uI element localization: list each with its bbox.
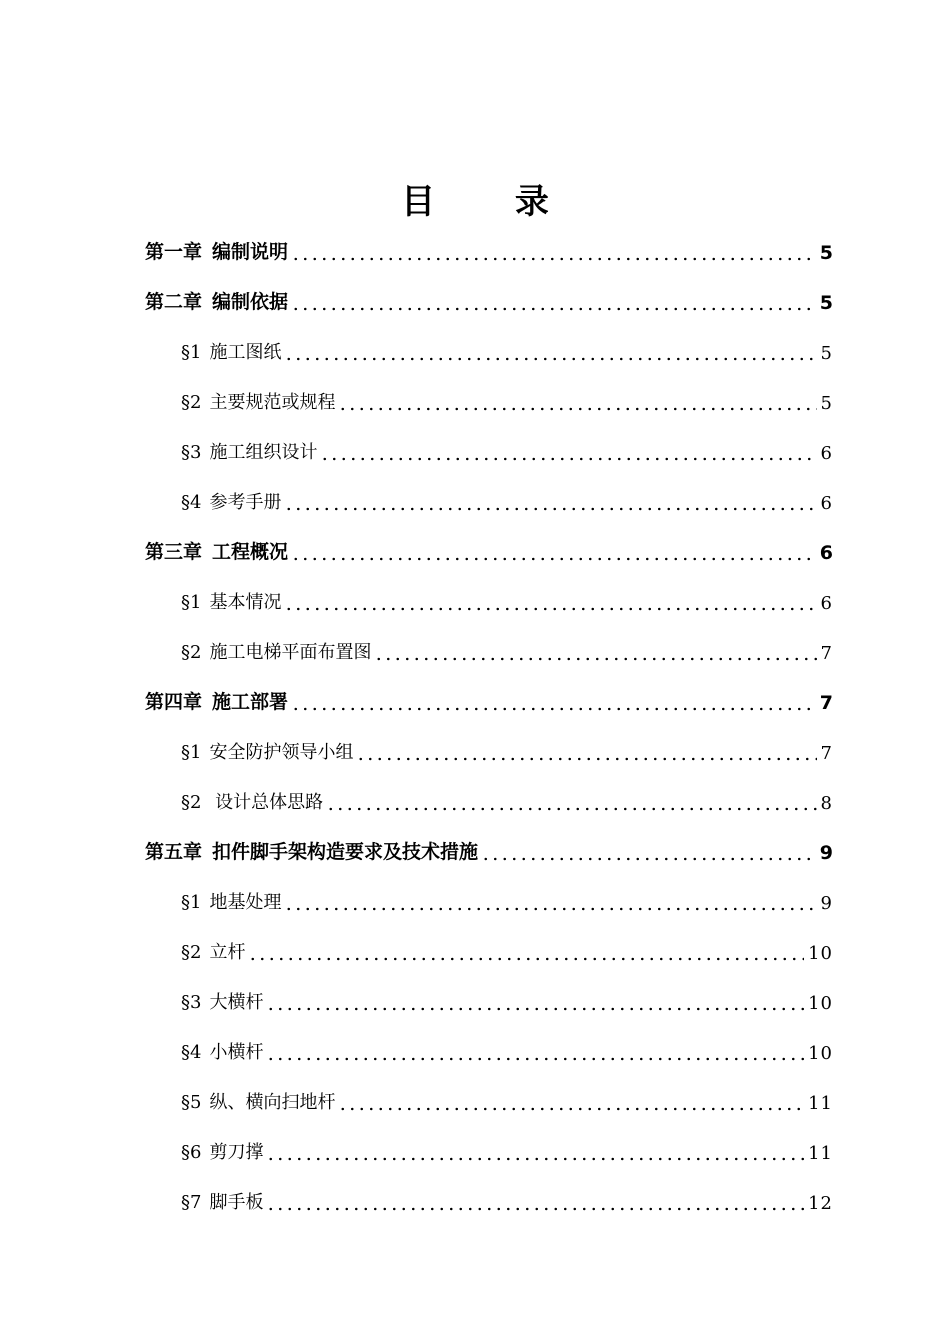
toc-entry-chapter-4[interactable] (145, 680, 833, 720)
toc-entry-label (181, 988, 263, 1020)
toc-entry-section[interactable] (181, 1130, 833, 1170)
toc-entry-text: 剪刀撑 (209, 1142, 264, 1163)
dot-leader (284, 356, 816, 362)
dot-leader (291, 306, 816, 312)
dot-leader (356, 756, 816, 762)
toc-entry-number: §3 (181, 442, 202, 463)
dot-leader (338, 406, 816, 412)
toc-entry-text: 施工部署 (212, 691, 289, 713)
toc-entry-text: 小横杆 (209, 1042, 264, 1063)
page-title: 目 录 (401, 182, 583, 222)
toc-entry-section[interactable] (181, 330, 833, 370)
toc-entry-text: 主要规范或规程 (209, 392, 336, 413)
dot-leader (291, 256, 816, 262)
toc-entry-text: 工程概况 (212, 541, 289, 563)
toc-entry-label (145, 687, 288, 720)
toc-entry-text: 立杆 (209, 942, 246, 963)
toc-entry-text: 施工电梯平面布置图 (209, 642, 372, 663)
dot-leader (291, 556, 816, 562)
toc-entry-label (181, 788, 323, 820)
toc-entry-page: 9 (819, 842, 833, 864)
dot-leader (338, 1106, 804, 1112)
toc-entry-number: 第一章 (145, 241, 203, 263)
toc-entry-number: 第二章 (145, 291, 203, 313)
toc-entry-text: 施工组织设计 (209, 442, 318, 463)
toc-entry-text: 设计总体思路 (209, 792, 324, 813)
dot-leader (248, 956, 804, 962)
toc-entry-number: §1 (181, 892, 202, 913)
toc-entry-number: §4 (181, 492, 202, 513)
toc-entry-page: 10 (808, 993, 833, 1014)
toc-entry-section[interactable] (181, 1180, 833, 1220)
toc-entry-text: 施工图纸 (209, 342, 282, 363)
toc-entry-page: 6 (820, 593, 833, 614)
toc-entry-page: 7 (820, 643, 833, 664)
toc-entry-page: 8 (820, 793, 833, 814)
toc-entry-label (181, 338, 281, 370)
toc-entry-section[interactable] (181, 880, 833, 920)
toc-entry-page: 6 (820, 493, 833, 514)
dot-leader (284, 906, 816, 912)
toc-entry-number: 第四章 (145, 691, 203, 713)
toc-entry-number: §1 (181, 742, 202, 763)
toc-entry-number: 第五章 (145, 841, 203, 863)
toc-entry-label (181, 938, 245, 970)
toc-entry-section[interactable] (181, 780, 833, 820)
toc-entry-text: 扣件脚手架构造要求及技术措施 (212, 841, 479, 863)
toc-entry-number: §2 (181, 642, 202, 663)
toc-entry-section[interactable] (181, 1080, 833, 1120)
toc-entry-page: 9 (820, 893, 833, 914)
toc-entry-number: 第三章 (145, 541, 203, 563)
toc-entry-label (181, 638, 371, 670)
toc-entry-number: §6 (181, 1142, 202, 1163)
toc-entry-label (181, 438, 317, 470)
toc-entry-page: 7 (819, 692, 833, 714)
dot-leader (266, 1056, 804, 1062)
toc-entry-page: 5 (819, 292, 833, 314)
toc-entry-label (181, 1088, 335, 1120)
toc-entry-page: 5 (820, 393, 833, 414)
toc-entry-page: 11 (808, 1143, 833, 1164)
toc-entry-label (181, 1138, 263, 1170)
toc-entry-label (145, 237, 288, 270)
toc-entry-number: §3 (181, 992, 202, 1013)
toc-entry-number: §7 (181, 1192, 202, 1213)
dot-leader (266, 1006, 804, 1012)
toc-entry-number: §1 (181, 592, 202, 613)
toc-entry-label (181, 1038, 263, 1070)
toc-entry-number: §2 (181, 792, 202, 813)
toc-entry-text: 大横杆 (209, 992, 264, 1013)
toc-entry-text: 纵、横向扫地杆 (209, 1092, 336, 1113)
toc-entry-text: 编制依据 (212, 291, 289, 313)
toc-entry-text: 脚手板 (209, 1192, 264, 1213)
toc-entry-number: §2 (181, 942, 202, 963)
toc-entry-number: §5 (181, 1092, 202, 1113)
toc-entry-label (145, 537, 288, 570)
toc-entry-page: 11 (808, 1093, 833, 1114)
toc-entry-label (181, 588, 281, 620)
toc-entry-number: §4 (181, 1042, 202, 1063)
dot-leader (291, 706, 816, 712)
toc-entry-label (181, 1188, 263, 1220)
toc-entry-text: 参考手册 (209, 492, 282, 513)
toc-entry-section[interactable] (181, 730, 833, 770)
dot-leader (284, 506, 816, 512)
toc-entry-label (145, 287, 288, 320)
toc-entry-page: 7 (820, 743, 833, 764)
toc-entry-text: 编制说明 (212, 241, 289, 263)
toc-entry-label (145, 837, 478, 870)
dot-leader (374, 656, 816, 662)
toc-entry-section[interactable] (181, 380, 833, 420)
toc-entry-chapter-5[interactable] (145, 830, 833, 870)
toc-entry-number: §1 (181, 342, 202, 363)
toc-entry-number: §2 (181, 392, 202, 413)
toc-entry-chapter-1[interactable] (145, 230, 833, 270)
toc-entry-text: 安全防护领导小组 (209, 742, 354, 763)
toc-entry-page: 5 (819, 242, 833, 264)
toc-entry-section[interactable] (181, 630, 833, 670)
toc-entry-page: 12 (808, 1193, 833, 1214)
toc-entry-page: 5 (820, 343, 833, 364)
toc-entry-page: 10 (808, 943, 833, 964)
toc-entry-section[interactable] (181, 580, 833, 620)
toc-entry-page: 6 (820, 443, 833, 464)
dot-leader (320, 456, 816, 462)
toc-entry-section[interactable] (181, 980, 833, 1020)
toc-entry-label (181, 738, 353, 770)
toc-entry-page: 6 (819, 542, 833, 564)
dot-leader (326, 806, 816, 812)
toc-entry-chapter-2[interactable] (145, 280, 833, 320)
toc-entry-section[interactable] (181, 430, 833, 470)
toc-entry-section[interactable] (181, 930, 833, 970)
dot-leader (481, 856, 816, 862)
toc-entry-label (181, 888, 281, 920)
toc-entry-label (181, 488, 281, 520)
dot-leader (266, 1206, 804, 1212)
toc-entry-section[interactable] (181, 1030, 833, 1070)
toc-entry-chapter-3[interactable] (145, 530, 833, 570)
toc-entry-text: 地基处理 (209, 892, 282, 913)
toc-entry-label (181, 388, 335, 420)
toc-entry-section[interactable] (181, 480, 833, 520)
dot-leader (266, 1156, 804, 1162)
toc-entry-page: 10 (808, 1043, 833, 1064)
dot-leader (284, 606, 816, 612)
toc-entry-text: 基本情况 (209, 592, 282, 613)
